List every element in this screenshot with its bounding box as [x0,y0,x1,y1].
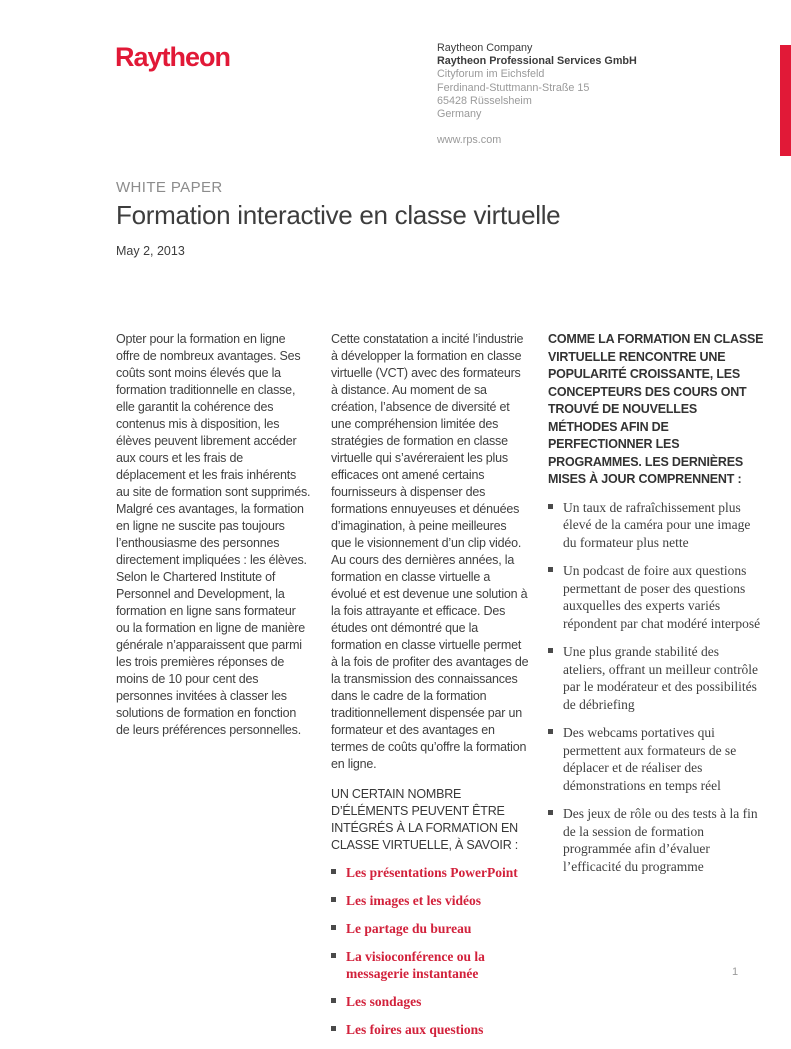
list-item-label: Les images et les vidéos [346,893,481,908]
list-item [331,993,529,1010]
body-columns [116,331,764,1049]
list-item [548,562,764,632]
integrated-elements-heading: UN CERTAIN NOMBRE D’ÉLÉMENTS PEUVENT ÊTRE INTÉGRÉS À LA FORMATION EN CLASSE VIRTUELLE, À SAVOIR : [331,787,519,852]
title-block [116,179,560,258]
website-link[interactable]: www.rps.com [437,134,502,147]
list-item [331,892,529,909]
list-item-label: Les présentations PowerPoint [346,865,518,880]
list-item-label: La visioconférence ou la messagerie instantanée [346,949,485,981]
list-item [548,724,764,794]
document-date: May 2, 2013 [116,244,185,258]
list-item [548,499,764,552]
list-item [331,864,529,881]
square-bullet-icon [331,1026,336,1031]
square-bullet-icon [548,810,553,815]
square-bullet-icon [331,869,336,874]
address-line: 65428 Rüsselsheim [437,94,532,107]
paragraph-online-training-advantages: Opter pour la formation en ligne offre de nombreux avantages. Ses coûts sont moins élevés que la formation traditionnelle en classe, elle garantit la cohérence des contenus mis à disposition, les élèves peuvent librement accéder aux cours et les frais de déplacement et les frais inhérents au site de formation sont supprimés. Malgré ces avantages, la formation en ligne ne suscite pas toujours l’enthousiasme des personnes directement impliquées : les élèves. Selon le Chartered Institute of Personnel and Development, la formation en ligne sans formateur ou la formation en ligne de manière générale n’apparaissent que parmi les trois premières réponses de moins de 10 pour cent des personnes invitées à classer les solutions de formation en fonction de leurs préférences personnelles. [116,332,311,737]
company-name: Raytheon Company [437,42,533,54]
integrated-elements-list [331,864,529,1038]
square-bullet-icon [331,925,336,930]
square-bullet-icon [548,567,553,572]
page-number: 1 [732,966,739,978]
course-updates-heading: COMME LA FORMATION EN CLASSE VIRTUELLE RENCONTRE UNE POPULARITÉ CROISSANTE, LES CONCEPTEURS DES COURS ONT TROUVÉ DE NOUVELLES MÉTHODES AFIN DE PERFECTIONNER LES PROGRAMMES. LES DERNIÈRES MISES À JOUR COMPRENNENT : [548,332,764,486]
column-2 [331,331,529,1049]
square-bullet-icon [331,998,336,1003]
list-item-label: Des jeux de rôle ou des tests à la fin de la session de formation programmée afin d’évaluer l’efficacité du programme [563,806,758,874]
address-line: Cityforum im Eichsfeld [437,68,545,81]
list-item-label: Des webcams portatives qui permettent aux formateurs de se déplacer et de réaliser des démonstrations en temps réel [563,725,737,793]
list-item [331,920,529,937]
raytheon-logo: Raytheon [115,42,231,72]
list-item-label: Les foires aux questions [346,1022,484,1037]
list-item-label: Un taux de rafraîchissement plus élevé de la caméra pour une image du formateur plus nette [563,499,751,550]
list-item-label: Les sondages [346,994,422,1009]
paragraph-vct-evolution: Cette constatation a incité l’industrie à développer la formation en classe virtuelle (VCT) avec des formateurs à distance. Au moment de sa création, l’absence de diversité et une compréhension limitée des stratégies de formation en classe virtuelle qui s’avéreraient les plus efficaces ont amené certains fournisseurs à dispenser des formations ennuyeuses et dénuées d’imagination, à peine meilleures que le visionnement d’un clip vidéo. Au cours des dernières années, la formation en classe virtuelle a évolué et est devenue une solution à la fois attrayante et efficace. Des études ont démontré que la formation en classe virtuelle permet à la fois de profiter des avantages de la transmission des connaissances dans le cadre de la formation traditionnellement dispensée par un formateur et des avantages en termes de coûts qu’offre la formation en ligne. [331,332,529,771]
course-updates-list [548,499,764,876]
square-bullet-icon [331,953,336,958]
brand-accent-bar [780,45,791,156]
address-line: Ferdinand-Stuttmann-Straße 15 [437,81,590,94]
page-title: Formation interactive en classe virtuelle [116,200,561,230]
square-bullet-icon [331,897,336,902]
company-address-block [437,42,637,147]
list-item-label: Un podcast de foire aux questions permettant de poser des questions auxquelles des experts variés répondent par chat modéré interposé [563,563,761,631]
square-bullet-icon [548,504,553,509]
company-division: Raytheon Professional Services GmbH [437,55,637,68]
column-3 [548,331,764,1049]
address-line: Germany [437,108,482,121]
list-item [331,1021,529,1038]
list-item [331,948,529,982]
list-item-label: Une plus grande stabilité des ateliers, offrant un meilleur contrôle par le modérateur et des possibilités de débriefing [563,644,759,712]
list-item-label: Le partage du bureau [346,921,472,936]
square-bullet-icon [548,729,553,734]
list-item [548,805,764,875]
document-type-label: WHITE PAPER [116,179,223,196]
column-1 [116,331,312,1049]
square-bullet-icon [548,648,553,653]
list-item [548,643,764,713]
